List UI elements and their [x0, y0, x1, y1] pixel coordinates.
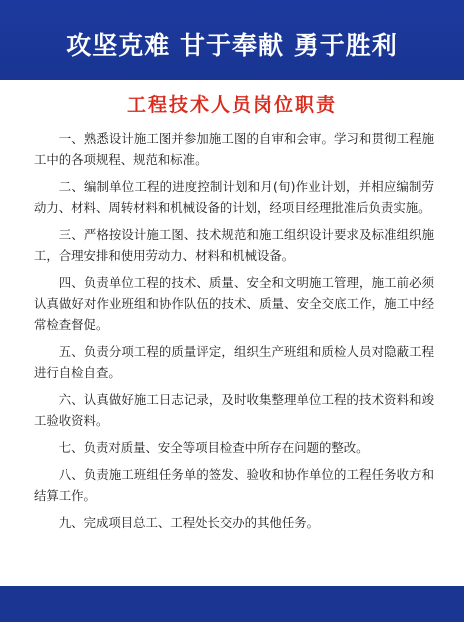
duty-item-3: 三、严格按设计施工图、技术规范和施工组织设计要求及标准组织施工，合理安排和使用劳动力、材料和机械设备。: [34, 227, 434, 263]
document-title: 工程技术人员岗位职责: [126, 94, 337, 116]
duty-item-7: 七、负责对质量、安全等项目检查中所存在问题的整改。: [58, 440, 369, 455]
duty-item-8: 八、负责施工班组任务单的签发、验收和协作单位的工程任务收方和结算工作。: [34, 467, 434, 503]
duty-item-4: 四、负责单位工程的技术、质量、安全和文明施工管理，施工前必须认真做好对作业班组和协作队伍的技术、质量、安全交底工作，施工中经常检查督促。: [34, 275, 434, 332]
bottom-banner-bar: [0, 586, 464, 622]
duty-item-5: 五、负责分项工程的质量评定，组织生产班组和质检人员对隐蔽工程进行自检自查。: [34, 344, 434, 380]
duty-item-2: 二、编制单位工程的进度控制计划和月(旬)作业计划，并相应编制劳动力、材料、周转材料和机械设备的计划，经项目经理批准后负责实施。: [34, 179, 434, 215]
duty-item-9: 九、完成项目总工、工程处长交办的其他任务。: [58, 515, 319, 530]
duty-item-1: 一、熟悉设计施工图并参加施工图的自审和会审。学习和贯彻工程施工中的各项规程、规范和标准。: [34, 131, 434, 167]
duty-item-6: 六、认真做好施工日志记录，及时收集整理单位工程的技术资料和竣工验收资料。: [34, 392, 434, 428]
duties-list: [34, 128, 434, 539]
slogan-banner: 攻坚克难 甘于奉献 勇于胜利: [66, 31, 398, 60]
